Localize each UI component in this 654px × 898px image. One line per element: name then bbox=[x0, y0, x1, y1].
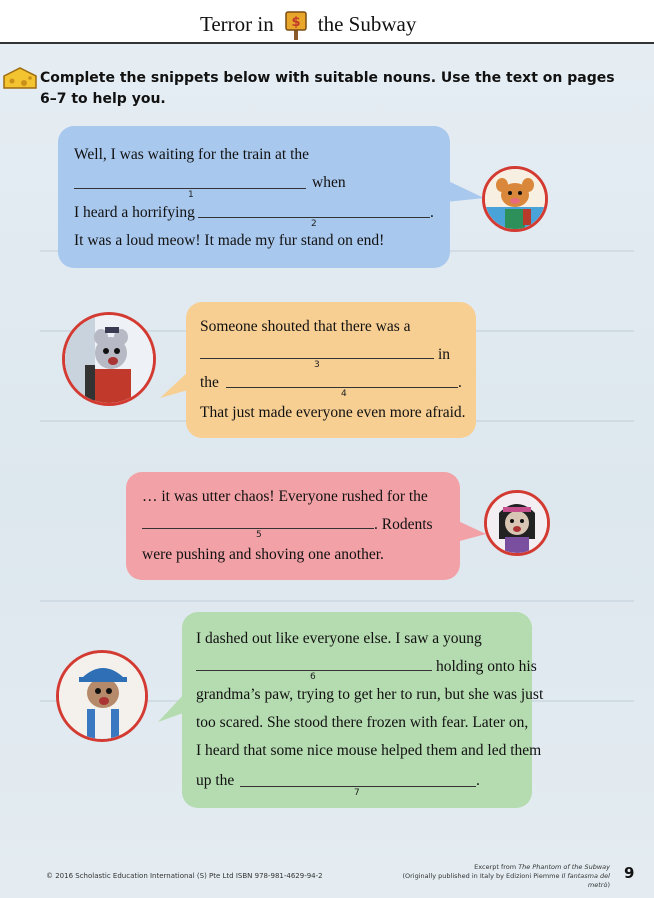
cheese-icon bbox=[2, 64, 38, 92]
title-right: the Subway bbox=[317, 11, 417, 36]
snippet-text: the bbox=[200, 374, 219, 391]
answer-blank-3[interactable] bbox=[200, 358, 434, 359]
blank-number: 6 bbox=[310, 672, 316, 682]
snippet-text: were pushing and shoving one another. bbox=[142, 546, 384, 563]
page-title bbox=[200, 10, 416, 38]
snippet-text: holding onto his bbox=[436, 658, 537, 675]
snippet-text: . bbox=[458, 374, 462, 391]
copyright-notice: © 2016 Scholastic Education International (S) Pte Ltd ISBN 978-981-4629-94-2 bbox=[46, 872, 323, 880]
character-portrait-2 bbox=[62, 312, 156, 406]
title-left: Terror in bbox=[200, 11, 274, 36]
bubble-tail bbox=[158, 692, 188, 724]
blank-number: 2 bbox=[311, 219, 317, 229]
page-header bbox=[0, 0, 654, 44]
excerpt-close: ) bbox=[607, 881, 610, 889]
snippet-text: when bbox=[312, 174, 346, 191]
snippet-text: … it was utter chaos! Everyone rushed for the bbox=[142, 488, 428, 505]
snippet-text: too scared. She stood there frozen with fear. Later on, bbox=[196, 714, 529, 731]
snippet-text: That just made everyone even more afraid. bbox=[200, 404, 466, 421]
blank-number: 5 bbox=[256, 530, 262, 540]
snippet-text: I heard that some nice mouse helped them and led them bbox=[196, 742, 542, 759]
excerpt-origin: (Originally published in Italy by Edizioni Piemme bbox=[402, 872, 562, 880]
svg-text:$: $ bbox=[291, 15, 301, 30]
snippet-text: Someone shouted that there was a bbox=[200, 318, 411, 335]
snippet-text: I dashed out like everyone else. I saw a young bbox=[196, 630, 482, 647]
snippet-text: Well, I was waiting for the train at the bbox=[74, 146, 310, 163]
answer-blank-5[interactable] bbox=[142, 528, 374, 529]
snippet-text: in bbox=[438, 346, 451, 363]
blank-number: 7 bbox=[354, 788, 360, 798]
speech-bubble-1 bbox=[58, 126, 450, 268]
instruction-text: Complete the snippets below with suitable nouns. Use the text on pages 6–7 to help you. bbox=[40, 70, 615, 107]
character-portrait-3 bbox=[484, 490, 550, 556]
faded-text-line bbox=[40, 600, 634, 602]
answer-blank-6[interactable] bbox=[196, 670, 432, 671]
excerpt-credit bbox=[382, 863, 610, 890]
dollar-sign-icon bbox=[284, 10, 308, 38]
snippet-text: It was a loud meow! It made my fur stand on end! bbox=[74, 232, 385, 249]
speech-bubble-4 bbox=[182, 612, 544, 808]
blank-number: 4 bbox=[341, 389, 347, 399]
excerpt-book-title: The Phantom of the Subway bbox=[518, 863, 610, 871]
snippet-text: . Rodents bbox=[374, 516, 433, 533]
snippet-text: . bbox=[476, 772, 480, 789]
speech-bubble-3 bbox=[126, 472, 460, 580]
answer-blank-2[interactable] bbox=[198, 217, 430, 218]
excerpt-original-title: Il fantasma del metrò bbox=[561, 872, 610, 889]
snippet-text: I heard a horrifying bbox=[74, 204, 195, 221]
character-portrait-1 bbox=[482, 166, 548, 232]
answer-blank-4[interactable] bbox=[226, 387, 458, 388]
excerpt-prefix: Excerpt from bbox=[474, 863, 519, 871]
blank-number: 1 bbox=[188, 190, 194, 200]
snippet-text: . bbox=[430, 204, 434, 221]
answer-blank-7[interactable] bbox=[240, 786, 476, 787]
snippet-text: grandma’s paw, trying to get her to run, but she was just bbox=[196, 686, 544, 703]
speech-bubble-2 bbox=[186, 302, 476, 438]
character-portrait-4 bbox=[56, 650, 148, 742]
bubble-tail bbox=[446, 180, 486, 210]
bubble-tail bbox=[160, 372, 190, 402]
page-number: 9 bbox=[624, 864, 635, 882]
snippet-text: up the bbox=[196, 772, 235, 789]
blank-number: 3 bbox=[314, 360, 320, 370]
answer-blank-1[interactable] bbox=[74, 188, 306, 189]
